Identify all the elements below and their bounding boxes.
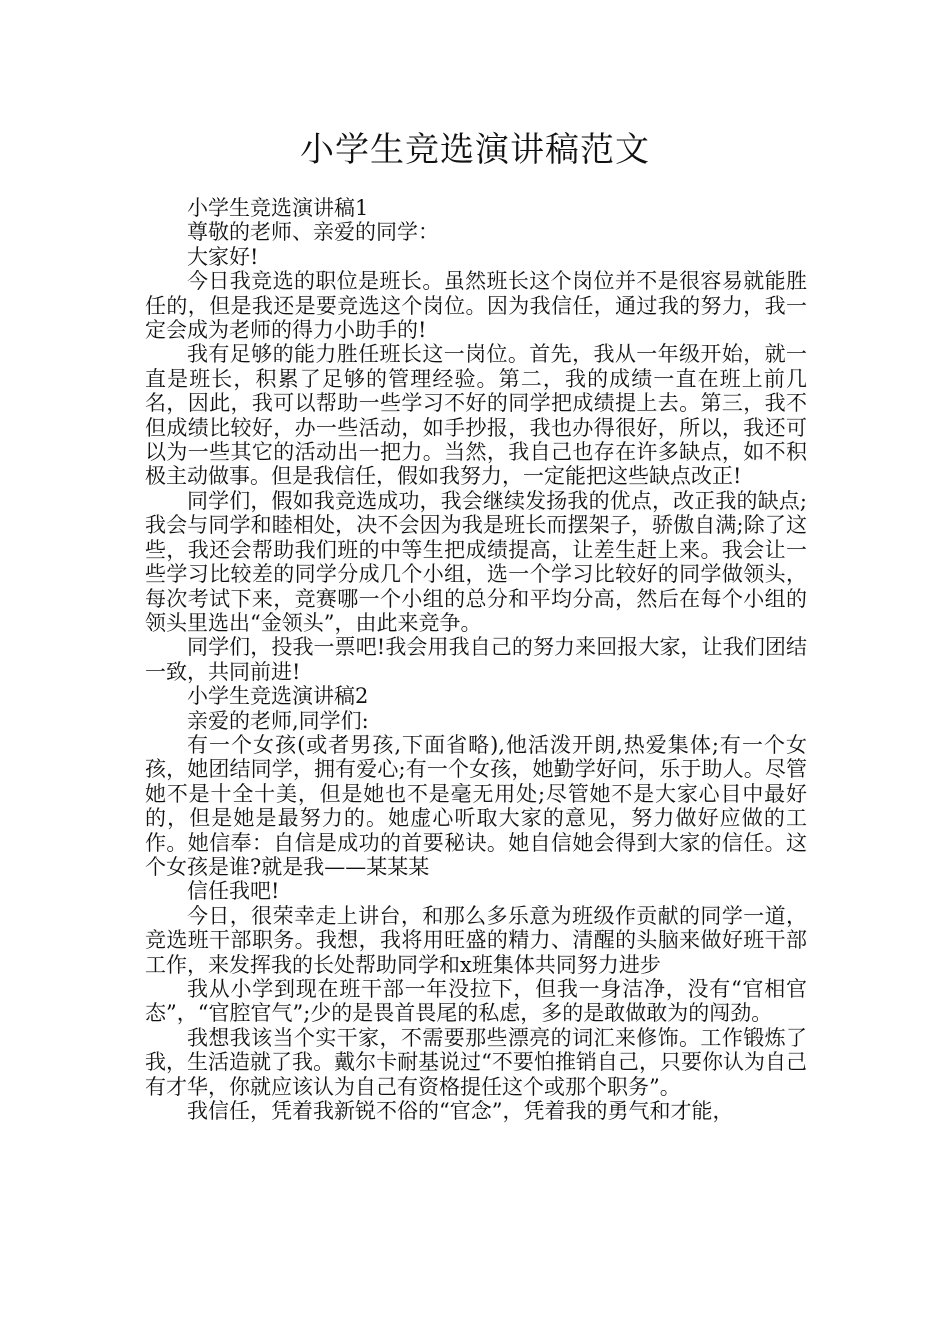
- section-heading-1: 小学生竞选演讲稿1: [187, 196, 369, 220]
- paragraph: 同学们，投我一票吧!我会用我自己的努力来回报大家，让我们团结一致，共同前进!: [145, 635, 807, 684]
- paragraph: 有一个女孩(或者男孩,下面省略),他活泼开朗,热爱集体;有一个女孩，她团结同学，拥有爱心;有一个女孩，她勤学好问，乐于助人。尽管她不是十全十美，但是她也不是毫无用处;尽管她不是大家心目中最好的，但是她是最努力的。她虚心听取大家的意见，努力做好应做的工作。她信奉：自信是成功的首要秘诀。她自信她会得到大家的信任。这个女孩是谁?就是我——某某某: [145, 732, 807, 879]
- document-body: [145, 196, 807, 1123]
- paragraph: 我信任，凭着我新锐不俗的“官念”，凭着我的勇气和才能，: [187, 1099, 734, 1124]
- paragraph: 信任我吧!: [187, 879, 280, 904]
- paragraph: 今日我竞选的职位是班长。虽然班长这个岗位并不是很容易就能胜任的，但是我还是要竞选这个岗位。因为我信任，通过我的努力，我一定会成为老师的得力小助手的!: [145, 269, 807, 343]
- paragraph: 我想我该当个实干家，不需要那些漂亮的词汇来修饰。工作锻炼了我，生活造就了我。戴尔卡耐基说过“不要怕推销自己，只要你认为自己有才华，你就应该认为自己有资格提任这个或那个职务”。: [145, 1025, 807, 1099]
- paragraph: 我有足够的能力胜任班长这一岗位。首先，我从一年级开始，就一直是班长，积累了足够的管理经验。第二，我的成绩一直在班上前几名，因此，我可以帮助一些学习不好的同学把成绩提上去。第三，我不但成绩比较好，办一些活动，如手抄报，我也办得很好，所以，我还可以为一些其它的活动出一把力。当然，我自己也存在许多缺点，如不积极主动做事。但是我信任，假如我努力，一定能把这些缺点改正!: [145, 342, 807, 489]
- paragraph: 我从小学到现在班干部一年没拉下，但我一身洁净，没有“官相官态”，“官腔官气”;少的是畏首畏尾的私虑，多的是敢做敢为的闯劲。: [145, 977, 807, 1026]
- paragraph: 同学们，假如我竞选成功，我会继续发扬我的优点，改正我的缺点;我会与同学和睦相处，决不会因为我是班长而摆架子，骄傲自满;除了这些，我还会帮助我们班的中等生把成绩提高，让差生赶上来。我会让一些学习比较差的同学分成几个小组，选一个学习比较好的同学做领头，每次考试下来，竞赛哪一个小组的总分和平均分高，然后在每个小组的领头里选出“金领头”，由此来竞争。: [145, 488, 807, 635]
- salutation: 尊敬的老师、亲爱的同学：: [187, 220, 439, 245]
- greeting: 大家好!: [187, 244, 259, 269]
- paragraph: 今日，很荣幸走上讲台，和那么多乐意为班级作贡献的同学一道，竞选班干部职务。我想，我将用旺盛的精力、清醒的头脑来做好班干部工作，来发挥我的长处帮助同学和x班集体共同努力进步: [145, 903, 807, 977]
- salutation: 亲爱的老师,同学们:: [187, 708, 369, 733]
- section-heading-2: 小学生竞选演讲稿2: [187, 684, 369, 709]
- document-title: 小学生竞选演讲稿范文: [300, 130, 650, 170]
